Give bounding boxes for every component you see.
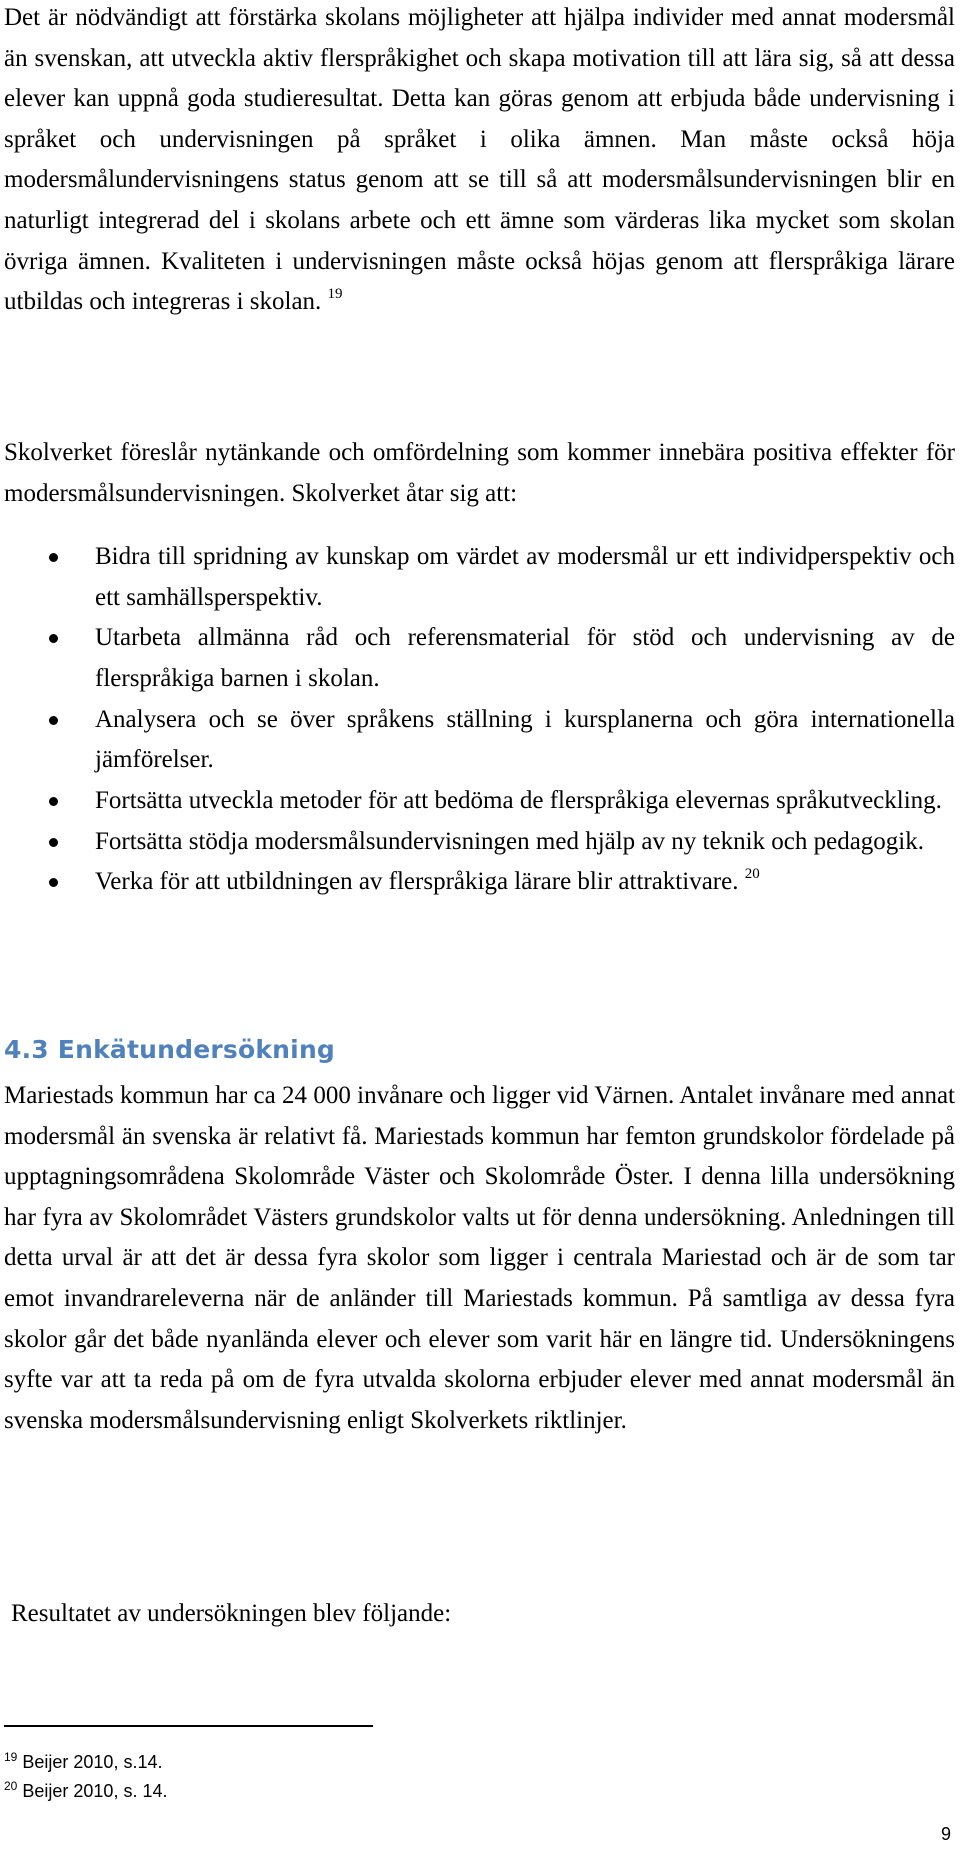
footnote-ref: 20 (744, 866, 760, 883)
list-item: Verka för att utbildningen av flerspråkiga lärare blir attraktivare. $^{20}$ (4, 862, 955, 903)
bullet-icon (49, 878, 58, 887)
footnote-number: 19 (4, 1750, 18, 1764)
list-item: Fortsätta stödja modersmålsundervisningen med hjälp av ny teknik och pedagogik. (4, 822, 955, 863)
bullet-icon (49, 838, 58, 847)
page-number: 9 (940, 1824, 951, 1844)
paragraph-text: Det är nödvändigt att förstärka skolans möjligheter att hjälpa individer med annat modersmål än svenskan, att utveckla aktiv flerspråkighet och skapa motivation till att lära sig, så att dessa elever kan uppnå goda studieresultat. Detta kan göras genom att erbjuda både undervisning i språket och undervisningen på språket i olika ämnen. Man måste också höja modersmålundervisningens status genom att se till så att modersmålsundervisningen blir en naturligt integrerad del i skolans arbete och ett ämne som värderas lika mycket som skolan övriga ämnen. Kvaliteten i undervisningen måste också höjas genom att flerspråkiga lärare utbildas och integreras i skolan. (4, 4, 955, 316)
body-paragraph: Resultatet av undersökningen blev följande: (11, 1600, 452, 1627)
footnote-ref: 19 (327, 286, 343, 303)
footnote-text: Beijer 2010, s. 14. (22, 1781, 168, 1801)
body-paragraph: Skolverket föreslår nytänkande och omfördelning som kommer innebära positiva effekter för modersmålsundervisningen. Skolverket åtar sig att: (4, 439, 955, 507)
list-item: Bidra till spridning av kunskap om värdet av modersmål ur ett individperspektiv och ett samhällsperspektiv. (4, 537, 955, 618)
footnote (4, 1750, 162, 1774)
footnote-separator (4, 1725, 373, 1727)
list-item: Utarbeta allmänna råd och referensmaterial för stöd och undervisning av de flerspråkiga barnen i skolan. (4, 618, 955, 699)
bullet-icon (49, 716, 58, 725)
footnote (4, 1779, 167, 1803)
body-paragraph: Mariestads kommun har ca 24 000 invånare och ligger vid Värnen. Antalet invånare med annat modersmål än svenska är relativt få. Mariestads kommun har femton grundskolor fördelade på upptagningsområdena Skolområde Väster och Skolområde Öster. I denna lilla undersökning har fyra av Skolområdet Västers grundskolor valts ut för denna undersökning. Anledningen till detta urval är att det är dessa fyra skolor som ligger i centrala Mariestad och är de som tar emot invandrareleverna när de anländer till Mariestads kommun. På samtliga av dessa fyra skolor går det både nyanlända elever och elever som varit här en längre tid. Undersökningens syfte var att ta reda på om de fyra utvalda skolorna erbjuder elever med annat modersmål än svenska modersmålsundervisning enligt Skolverkets riktlinjer. (4, 1082, 955, 1434)
list-item: Analysera och se över språkens ställning i kursplanerna och göra internationella jämförelser. (4, 700, 955, 781)
bullet-icon (49, 797, 58, 806)
footnote-text: Beijer 2010, s.14. (22, 1752, 163, 1772)
list-item: Fortsätta utveckla metoder för att bedöma de flerspråkiga elevernas språkutveckling. (4, 781, 955, 822)
bullet-list (4, 537, 955, 903)
bullet-icon (49, 553, 58, 562)
body-paragraph (4, 0, 955, 323)
bullet-icon (49, 634, 58, 643)
footnote-number: 20 (4, 1779, 18, 1793)
section-heading: 4.3 Enkätundersökning (4, 1035, 336, 1064)
